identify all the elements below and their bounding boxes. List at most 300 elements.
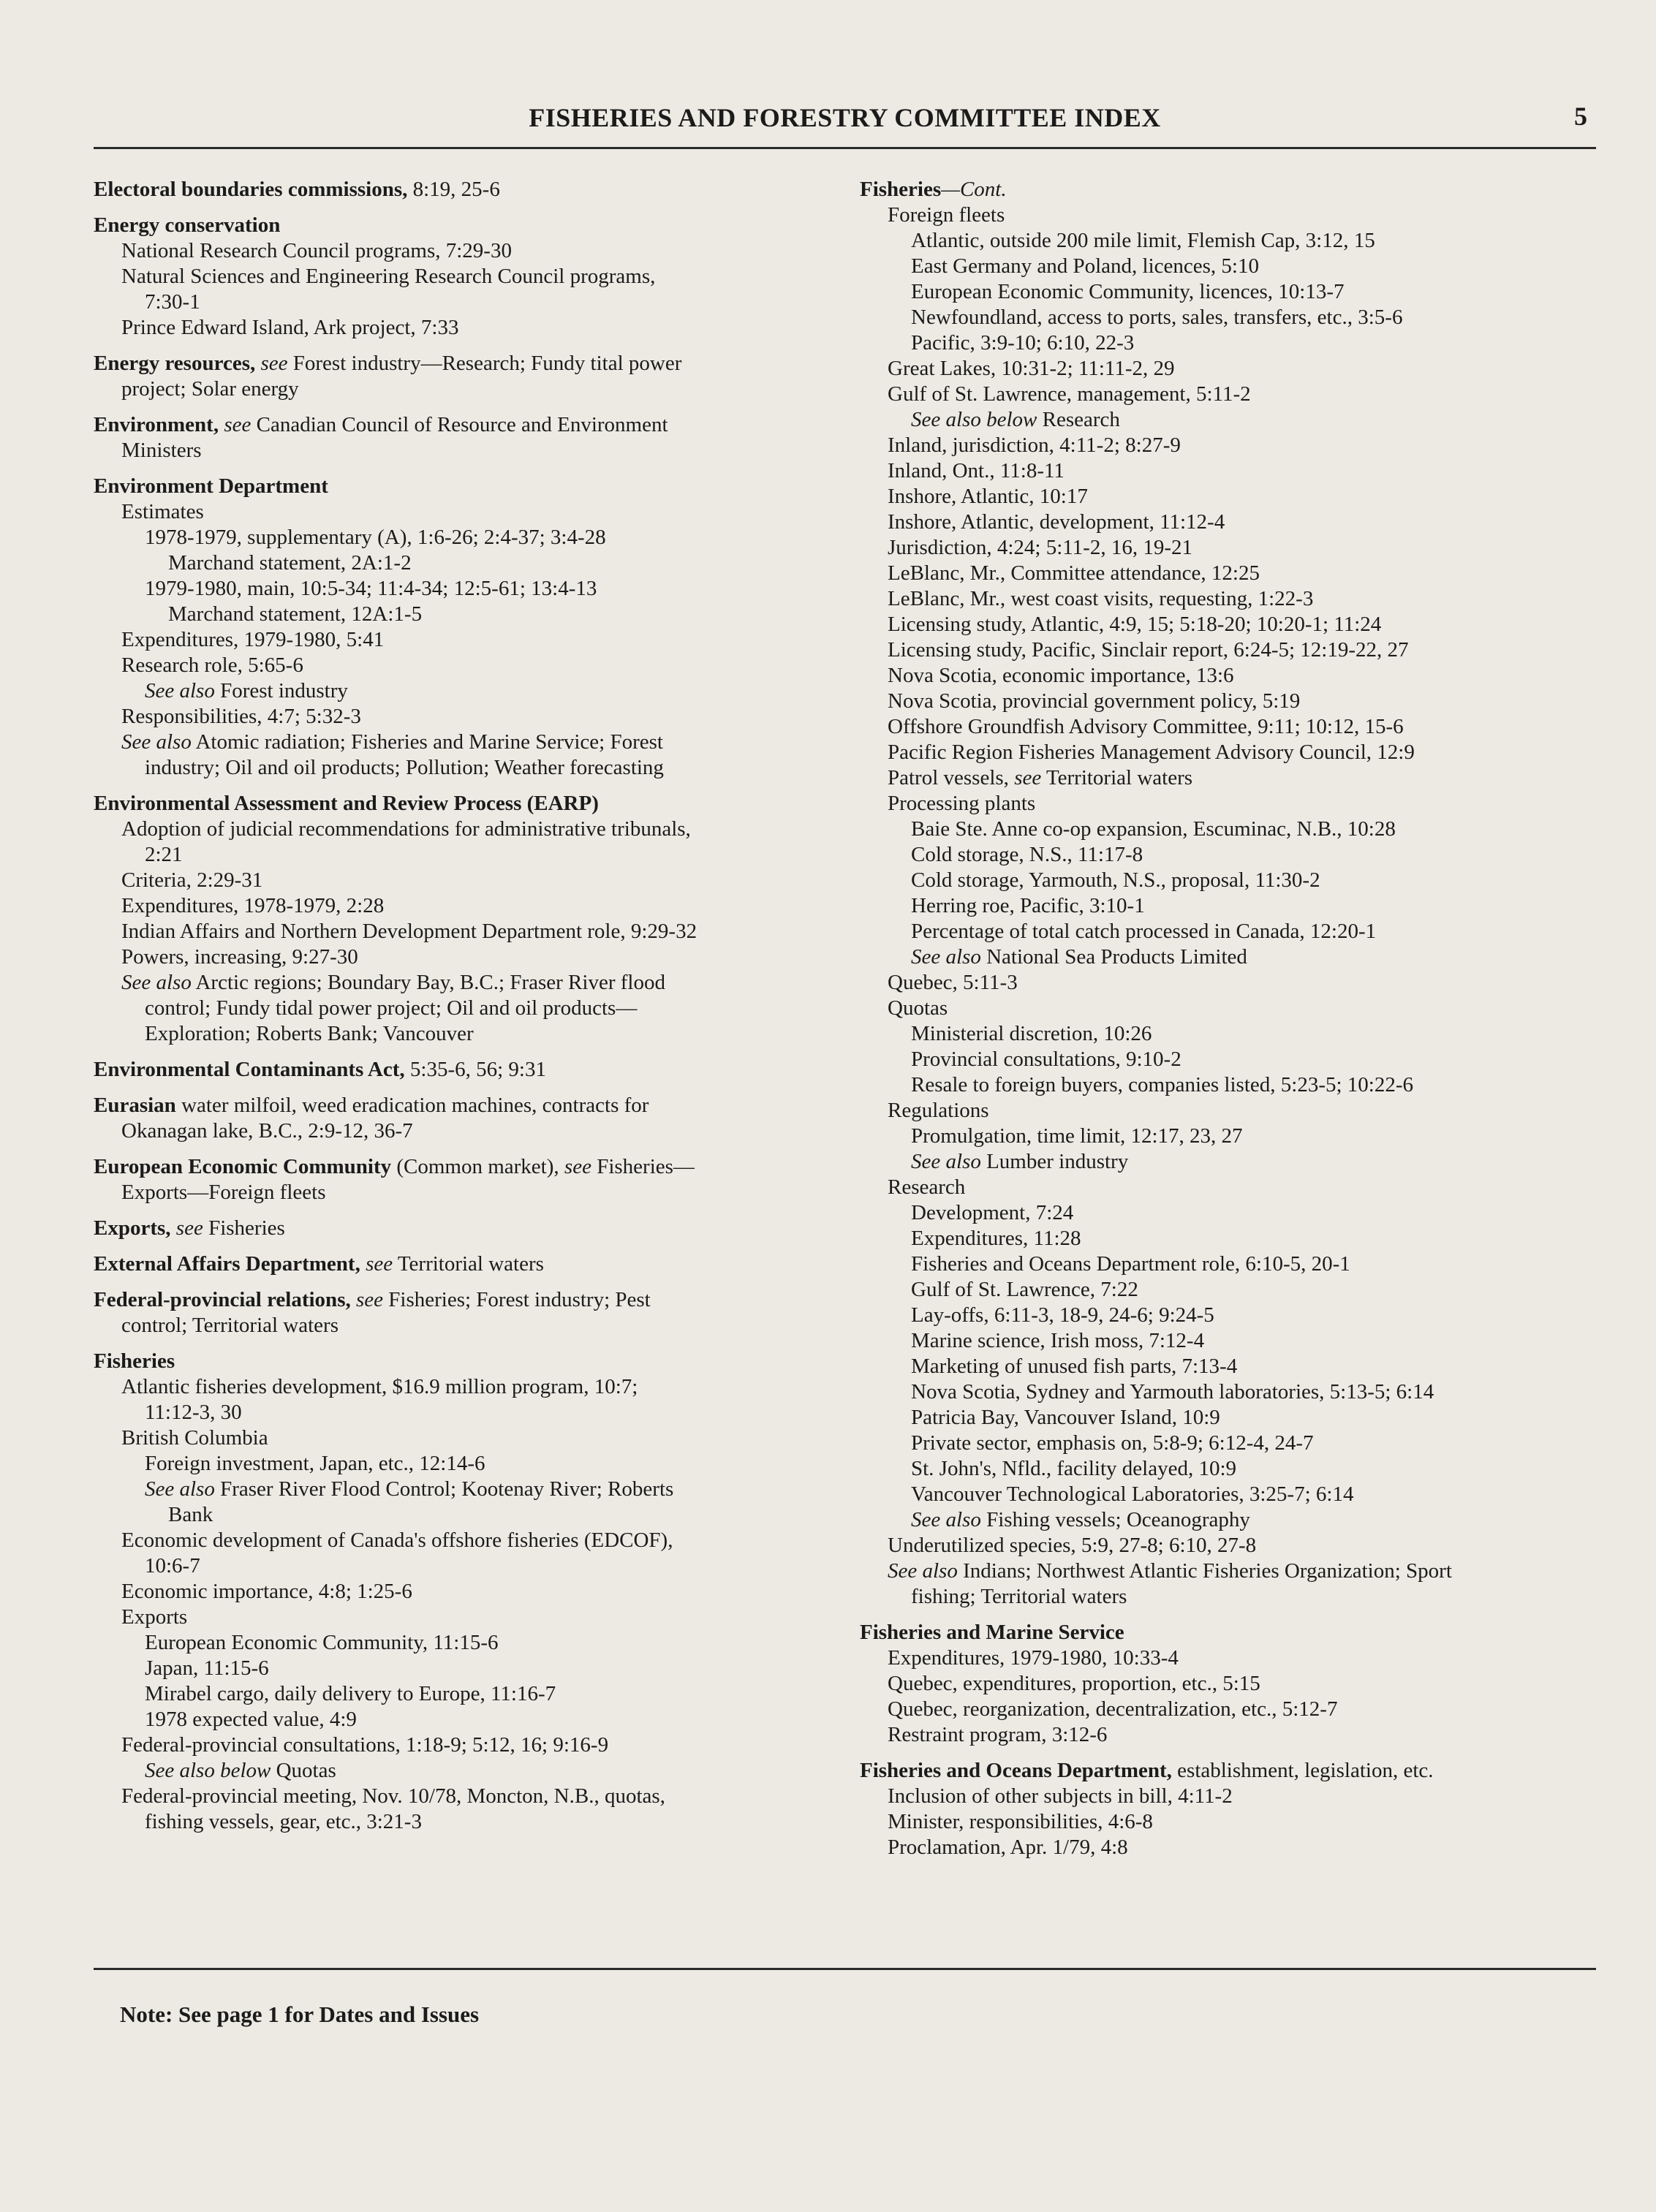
index-column-right (860, 177, 1598, 1871)
index-subentry-line (860, 535, 1598, 561)
index-subentry-line (860, 279, 1598, 305)
index-subentry-line (94, 755, 825, 781)
entry-text: Atlantic, outside 200 mile limit, Flemish Cap, 3:12, 15 (911, 229, 1375, 252)
entry-text: Territorial waters (1041, 766, 1193, 789)
index-heading-line (860, 1758, 1598, 1784)
entry-text: Fishing vessels; Oceanography (980, 1508, 1250, 1531)
index-term: Energy resources, (94, 352, 256, 375)
entry-text: Expenditures, 11:28 (911, 1227, 1081, 1250)
index-subentry-line (860, 893, 1598, 919)
see-reference: See also (145, 1477, 215, 1501)
entry-text: Fisheries; Forest industry; Pest (383, 1288, 651, 1311)
entry-text: European Economic Community, 11:15-6 (145, 1631, 499, 1654)
index-heading-line (94, 1216, 825, 1241)
entry-text: Licensing study, Atlantic, 4:9, 15; 5:18-20; 10:20-1; 11:24 (888, 613, 1382, 636)
entry-text: Cold storage, Yarmouth, N.S., proposal, 11:30-2 (911, 868, 1320, 892)
entry-text: Newfoundland, access to ports, sales, transfers, etc., 3:5-6 (911, 306, 1403, 329)
entry-text: Quotas (888, 996, 948, 1020)
entry-text: Bank (168, 1503, 213, 1526)
index-heading-line (94, 1349, 825, 1374)
entry-text: Territorial waters (393, 1252, 544, 1276)
index-entry (94, 213, 825, 341)
index-subentry-line (94, 1732, 825, 1758)
index-subentry-line (94, 1605, 825, 1630)
index-subentry-line (94, 678, 825, 704)
index-subentry-line (94, 1681, 825, 1707)
index-entry (860, 1758, 1598, 1860)
index-column-left (94, 177, 825, 1845)
index-subentry-line (860, 1251, 1598, 1277)
entry-text: fishing vessels, gear, etc., 3:21-3 (145, 1810, 422, 1833)
entry-text: control; Territorial waters (121, 1314, 339, 1337)
see-reference: see (360, 1252, 393, 1276)
index-subentry-line (94, 1528, 825, 1553)
index-subentry-line (94, 315, 825, 341)
index-subentry-line (860, 765, 1598, 791)
index-subentry-line (860, 1328, 1598, 1354)
index-heading-line (94, 1057, 825, 1083)
entry-text: 10:6-7 (145, 1554, 200, 1577)
entry-text: Patricia Bay, Vancouver Island, 10:9 (911, 1406, 1220, 1429)
entry-text: Expenditures, 1978-1979, 2:28 (121, 894, 385, 917)
index-term: External Affairs Department, (94, 1252, 360, 1276)
index-term: Environmental Contaminants Act, (94, 1058, 405, 1081)
index-subentry-line (860, 228, 1598, 254)
index-term: Environment, (94, 413, 219, 436)
entry-text: Private sector, emphasis on, 5:8-9; 6:12-4, 24-7 (911, 1431, 1314, 1455)
see-reference: See also (121, 730, 192, 754)
index-subentry-line (860, 382, 1598, 407)
index-term: Electoral boundaries commissions, (94, 178, 408, 201)
entry-text: Pacific, 3:9-10; 6:10, 22-3 (911, 331, 1135, 355)
index-term: European Economic Community (94, 1155, 392, 1178)
index-subentry-line (860, 689, 1598, 714)
entry-text: Nova Scotia, economic importance, 13:6 (888, 664, 1234, 687)
index-subentry-line (860, 842, 1598, 868)
index-subentry-line (860, 1175, 1598, 1200)
entry-text: 8:19, 25-6 (407, 178, 500, 201)
index-subentry-line (94, 1553, 825, 1579)
index-heading-line (860, 177, 1598, 202)
index-subentry-line (94, 576, 825, 602)
index-subentry-line (860, 1671, 1598, 1697)
footer-rule (94, 1968, 1596, 1970)
index-subentry-line (860, 637, 1598, 663)
entry-text: Restraint program, 3:12-6 (888, 1723, 1108, 1746)
see-reference: See also below (911, 408, 1037, 431)
entry-text: Research (888, 1175, 966, 1199)
index-subentry-line (94, 438, 825, 463)
index-subentry-line (860, 586, 1598, 612)
page-title: FISHERIES AND FORESTRY COMMITTEE INDEX (529, 103, 1161, 132)
see-reference: see (170, 1216, 203, 1240)
entry-text: Ministers (121, 439, 202, 462)
entry-text: 2:21 (145, 843, 183, 866)
entry-text: Inland, Ont., 11:8-11 (888, 459, 1065, 482)
index-subentry-line (94, 1707, 825, 1732)
index-subentry-line (94, 704, 825, 730)
index-heading-line (94, 177, 825, 202)
index-term: Fisheries and Marine Service (860, 1621, 1124, 1644)
index-subentry-line (94, 602, 825, 627)
index-subentry-line (860, 612, 1598, 637)
entry-text: Gulf of St. Lawrence, management, 5:11-2 (888, 382, 1251, 406)
index-subentry-line (860, 1533, 1598, 1558)
entry-text: Inclusion of other subjects in bill, 4:11-2 (888, 1784, 1233, 1808)
index-subentry-line (860, 1697, 1598, 1722)
index-subentry-line (94, 1400, 825, 1425)
entry-text: Forest industry—Research; Fundy tital power (287, 352, 682, 375)
index-subentry-line (94, 944, 825, 970)
index-subentry-line (94, 653, 825, 678)
entry-text: Processing plants (888, 792, 1036, 815)
index-subentry-line (94, 1809, 825, 1835)
entry-text: Quebec, 5:11-3 (888, 971, 1018, 994)
index-subentry-line (860, 407, 1598, 433)
index-subentry-line (94, 817, 825, 842)
index-subentry-line (94, 238, 825, 264)
entry-text: European Economic Community, licences, 10:13-7 (911, 280, 1345, 303)
entry-text: industry; Oil and oil products; Pollution; Weather forecasting (145, 756, 664, 779)
index-subentry-line (94, 842, 825, 868)
index-heading-line (94, 474, 825, 499)
entry-text: Marchand statement, 2A:1-2 (168, 551, 412, 575)
entry-text: Arctic regions; Boundary Bay, B.C.; Fraser River flood (191, 971, 665, 994)
index-subentry-line (860, 1809, 1598, 1835)
index-heading-line (94, 1154, 825, 1180)
entry-text: Licensing study, Pacific, Sinclair report, 6:24-5; 12:19-22, 27 (888, 638, 1409, 662)
index-entry (94, 1287, 825, 1338)
see-reference: See also (911, 1508, 981, 1531)
see-reference: see (219, 413, 252, 436)
index-subentry-line (860, 202, 1598, 228)
index-subentry-line (860, 714, 1598, 740)
index-subentry-line (94, 730, 825, 755)
index-subentry-line (860, 1149, 1598, 1175)
entry-text: Responsibilities, 4:7; 5:32-3 (121, 705, 361, 728)
index-subentry-line (94, 996, 825, 1021)
index-subentry-line (94, 1021, 825, 1047)
index-subentry-line (94, 1502, 825, 1528)
index-subentry-line (94, 1118, 825, 1144)
index-heading-line (94, 791, 825, 817)
entry-text: Baie Ste. Anne co-op expansion, Escuminac, N.B., 10:28 (911, 817, 1396, 841)
index-entry (94, 474, 825, 781)
index-subentry-line (860, 1098, 1598, 1124)
entry-text: East Germany and Poland, licences, 5:10 (911, 254, 1259, 278)
index-subentry-line (860, 1379, 1598, 1405)
index-subentry-line (860, 663, 1598, 689)
entry-text: Research (1037, 408, 1120, 431)
index-subentry-line (860, 1784, 1598, 1809)
entry-text: Exports—Foreign fleets (121, 1181, 326, 1204)
index-subentry-line (94, 1784, 825, 1809)
entry-text: Forest industry (214, 679, 348, 702)
entry-text: Fisheries and Oceans Department role, 6:10-5, 20-1 (911, 1252, 1350, 1276)
index-entry (94, 1349, 825, 1835)
index-subentry-line (94, 1579, 825, 1605)
entry-text: 7:30-1 (145, 290, 200, 314)
index-subentry-line (94, 1451, 825, 1477)
index-subentry-line (860, 1072, 1598, 1098)
entry-text: Offshore Groundfish Advisory Committee, 9:11; 10:12, 15-6 (888, 715, 1404, 738)
entry-text: Quebec, expenditures, proportion, etc., 5:15 (888, 1672, 1260, 1695)
index-subentry-line (94, 1180, 825, 1205)
index-subentry-line (94, 376, 825, 402)
index-subentry-line (860, 1277, 1598, 1303)
see-reference: see (350, 1288, 384, 1311)
entry-text: Proclamation, Apr. 1/79, 4:8 (888, 1836, 1128, 1859)
entry-text: Nova Scotia, Sydney and Yarmouth laboratories, 5:13-5; 6:14 (911, 1380, 1434, 1404)
index-subentry-line (860, 305, 1598, 330)
index-heading-line (94, 1251, 825, 1277)
entry-text: Cold storage, N.S., 11:17-8 (911, 843, 1143, 866)
index-subentry-line (860, 458, 1598, 484)
index-subentry-line (94, 627, 825, 653)
index-subentry-line (860, 1431, 1598, 1456)
entry-text: Development, 7:24 (911, 1201, 1074, 1224)
page-number: 5 (1574, 102, 1587, 131)
index-subentry-line (860, 561, 1598, 586)
index-subentry-line (860, 484, 1598, 510)
entry-text: Inshore, Atlantic, 10:17 (888, 485, 1088, 508)
index-subentry-line (94, 1313, 825, 1338)
entry-text: Marchand statement, 12A:1-5 (168, 602, 423, 626)
entry-text: Expenditures, 1979-1980, 5:41 (121, 628, 385, 651)
entry-text: Federal-provincial consultations, 1:18-9; 5:12, 16; 9:16-9 (121, 1733, 609, 1757)
entry-text: 1978-1979, supplementary (A), 1:6-26; 2:4-37; 3:4-28 (145, 526, 606, 549)
entry-text: Expenditures, 1979-1980, 10:33-4 (888, 1646, 1179, 1670)
index-subentry-line (860, 1558, 1598, 1584)
entry-text: National Sea Products Limited (980, 945, 1247, 969)
index-subentry-line (860, 1507, 1598, 1533)
index-term: Environmental Assessment and Review Process (EARP) (94, 792, 599, 815)
see-reference: See also (911, 945, 981, 969)
entry-text: Fraser River Flood Control; Kootenay River; Roberts (214, 1477, 674, 1501)
entry-text: Economic development of Canada's offshore fisheries (EDCOF), (121, 1529, 673, 1552)
index-entry (94, 1251, 825, 1277)
index-entry (94, 1154, 825, 1205)
index-subentry-line (860, 740, 1598, 765)
entry-text: Prince Edward Island, Ark project, 7:33 (121, 316, 459, 339)
index-subentry-line (860, 944, 1598, 970)
entry-text: Indians; Northwest Atlantic Fisheries Organization; Sport (957, 1559, 1452, 1583)
index-subentry-line (94, 1477, 825, 1502)
index-subentry-line (860, 1456, 1598, 1482)
index-term: Environment Department (94, 474, 328, 498)
entry-text: (Common market), (391, 1155, 559, 1178)
entry-text: LeBlanc, Mr., Committee attendance, 12:25 (888, 561, 1260, 585)
entry-text: Okanagan lake, B.C., 2:9-12, 36-7 (121, 1119, 413, 1143)
entry-text: Nova Scotia, provincial government policy, 5:19 (888, 689, 1301, 713)
index-subentry-line (94, 893, 825, 919)
index-subentry-line (860, 330, 1598, 356)
index-subentry-line (860, 1124, 1598, 1149)
entry-text: Powers, increasing, 9:27-30 (121, 945, 358, 969)
index-subentry-line (860, 1226, 1598, 1251)
index-subentry-line (94, 499, 825, 525)
index-subentry-line (860, 1722, 1598, 1748)
entry-text: Gulf of St. Lawrence, 7:22 (911, 1278, 1138, 1301)
index-subentry-line (860, 1835, 1598, 1860)
entry-text: control; Fundy tidal power project; Oil and oil products— (145, 996, 638, 1020)
index-subentry-line (94, 264, 825, 289)
index-heading-line (860, 1620, 1598, 1645)
index-subentry-line (860, 254, 1598, 279)
entry-text: Great Lakes, 10:31-2; 11:11-2, 29 (888, 357, 1175, 380)
entry-text: National Research Council programs, 7:29-30 (121, 239, 512, 262)
entry-text: Lumber industry (980, 1150, 1129, 1173)
see-reference: See also (121, 971, 192, 994)
entry-text: LeBlanc, Mr., west coast visits, requesting, 1:22-3 (888, 587, 1314, 610)
continued-label: —Cont. (941, 178, 1007, 201)
index-subentry-line (860, 791, 1598, 817)
entry-text: 1979-1980, main, 10:5-34; 11:4-34; 12:5-61; 13:4-13 (145, 577, 597, 600)
entry-text: Percentage of total catch processed in Canada, 12:20-1 (911, 920, 1377, 943)
entry-text: fishing; Territorial waters (911, 1585, 1127, 1608)
entry-text: Natural Sciences and Engineering Research Council programs, (121, 265, 656, 288)
entry-text: Adoption of judicial recommendations for administrative tribunals, (121, 817, 691, 841)
entry-text: Promulgation, time limit, 12:17, 23, 27 (911, 1124, 1243, 1148)
entry-text: Canadian Council of Resource and Environment (251, 413, 668, 436)
see-reference: see (559, 1155, 591, 1178)
header-rule (94, 147, 1596, 149)
see-reference: See also below (145, 1759, 271, 1782)
footer-note: Note: See page 1 for Dates and Issues (120, 2001, 480, 2027)
index-subentry-line (860, 868, 1598, 893)
index-subentry-line (94, 289, 825, 315)
index-term: Eurasian (94, 1094, 176, 1117)
see-reference: see (1008, 766, 1042, 789)
index-subentry-line (860, 1200, 1598, 1226)
entry-text: Marketing of unused fish parts, 7:13-4 (911, 1355, 1238, 1378)
entry-text: Inshore, Atlantic, development, 11:12-4 (888, 510, 1225, 534)
index-subentry-line (94, 525, 825, 550)
entry-text: 11:12-3, 30 (145, 1401, 242, 1424)
entry-text: water milfoil, weed eradication machines, contracts for (175, 1094, 649, 1117)
index-entry (94, 791, 825, 1047)
index-subentry-line (860, 433, 1598, 458)
index-entry (860, 177, 1598, 1610)
index-entry (94, 351, 825, 402)
entry-text: Marine science, Irish moss, 7:12-4 (911, 1329, 1205, 1352)
entry-text: Fisheries— (591, 1155, 695, 1178)
index-subentry-line (94, 1758, 825, 1784)
index-term: Exports, (94, 1216, 171, 1240)
entry-text: Minister, responsibilities, 4:6-8 (888, 1810, 1153, 1833)
index-subentry-line (860, 1047, 1598, 1072)
index-heading-line (94, 213, 825, 238)
entry-text: Regulations (888, 1099, 989, 1122)
index-subentry-line (94, 1630, 825, 1656)
entry-text: Atlantic fisheries development, $16.9 million program, 10:7; (121, 1375, 638, 1398)
entry-text: Inland, jurisdiction, 4:11-2; 8:27-9 (888, 433, 1181, 457)
index-subentry-line (860, 1303, 1598, 1328)
index-subentry-line (94, 919, 825, 944)
index-heading-line (94, 412, 825, 438)
index-subentry-line (860, 817, 1598, 842)
index-entry (94, 412, 825, 463)
entry-text: Underutilized species, 5:9, 27-8; 6:10, 27-8 (888, 1534, 1257, 1557)
see-reference: See also (145, 679, 215, 702)
index-subentry-line (94, 1656, 825, 1681)
entry-text: British Columbia (121, 1426, 268, 1450)
index-entry (94, 1216, 825, 1241)
index-subentry-line (860, 356, 1598, 382)
index-subentry-line (94, 970, 825, 996)
index-subentry-line (860, 1354, 1598, 1379)
index-subentry-line (94, 868, 825, 893)
entry-text: Estimates (121, 500, 204, 523)
index-subentry-line (94, 550, 825, 576)
index-subentry-line (860, 510, 1598, 535)
entry-text: project; Solar energy (121, 377, 299, 401)
entry-text: Provincial consultations, 9:10-2 (911, 1048, 1181, 1071)
entry-text: Herring roe, Pacific, 3:10-1 (911, 894, 1145, 917)
entry-text: Quebec, reorganization, decentralization, etc., 5:12-7 (888, 1697, 1338, 1721)
entry-text: Economic importance, 4:8; 1:25-6 (121, 1580, 412, 1603)
index-entry (94, 1093, 825, 1144)
entry-text: Ministerial discretion, 10:26 (911, 1022, 1152, 1045)
entry-text: Criteria, 2:29-31 (121, 868, 263, 892)
index-subentry-line (860, 1021, 1598, 1047)
entry-text: Federal-provincial meeting, Nov. 10/78, Moncton, N.B., quotas, (121, 1784, 665, 1808)
entry-text: Jurisdiction, 4:24; 5:11-2, 16, 19-21 (888, 536, 1192, 559)
index-heading-line (94, 1093, 825, 1118)
index-subentry-line (860, 970, 1598, 996)
entry-text: Foreign fleets (888, 203, 1005, 227)
entry-text: Atomic radiation; Fisheries and Marine Service; Forest (191, 730, 663, 754)
entry-text: Japan, 11:15-6 (145, 1656, 269, 1680)
entry-text: establishment, legislation, etc. (1171, 1759, 1434, 1782)
index-term: Fisheries (94, 1349, 175, 1373)
index-subentry-line (860, 1645, 1598, 1671)
index-entry (94, 177, 825, 202)
page-header (94, 101, 1596, 145)
index-term: Energy conservation (94, 213, 281, 237)
entry-text: Exploration; Roberts Bank; Vancouver (145, 1022, 474, 1045)
index-heading-line (94, 1287, 825, 1313)
see-reference: See also (911, 1150, 981, 1173)
entry-text: Exports (121, 1605, 188, 1629)
index-subentry-line (860, 1482, 1598, 1507)
index-term: Fisheries and Oceans Department, (860, 1759, 1172, 1782)
index-term: Fisheries (860, 178, 942, 201)
index-subentry-line (94, 1425, 825, 1451)
index-term: Federal-provincial relations, (94, 1288, 351, 1311)
index-subentry-line (860, 919, 1598, 944)
see-reference: see (255, 352, 288, 375)
entry-text: Quotas (271, 1759, 336, 1782)
index-subentry-line (94, 1374, 825, 1400)
entry-text: Pacific Region Fisheries Management Advisory Council, 12:9 (888, 741, 1415, 764)
entry-text: Indian Affairs and Northern Development Department role, 9:29-32 (121, 920, 697, 943)
entry-text: Fisheries (203, 1216, 285, 1240)
index-entry (94, 1057, 825, 1083)
entry-text: Foreign investment, Japan, etc., 12:14-6 (145, 1452, 485, 1475)
entry-text: Resale to foreign buyers, companies listed, 5:23-5; 10:22-6 (911, 1073, 1413, 1096)
entry-text: 5:35-6, 56; 9:31 (404, 1058, 546, 1081)
entry-text: Lay-offs, 6:11-3, 18-9, 24-6; 9:24-5 (911, 1303, 1214, 1327)
see-reference: See also (888, 1559, 958, 1583)
entry-text: St. John's, Nfld., facility delayed, 10:9 (911, 1457, 1236, 1480)
entry-text: Research role, 5:65-6 (121, 654, 303, 677)
entry-text: Vancouver Technological Laboratories, 3:25-7; 6:14 (911, 1482, 1354, 1506)
index-entry (860, 1620, 1598, 1748)
entry-text: Mirabel cargo, daily delivery to Europe, 11:16-7 (145, 1682, 556, 1705)
entry-text: Patrol vessels, (888, 766, 1009, 789)
index-subentry-line (860, 996, 1598, 1021)
